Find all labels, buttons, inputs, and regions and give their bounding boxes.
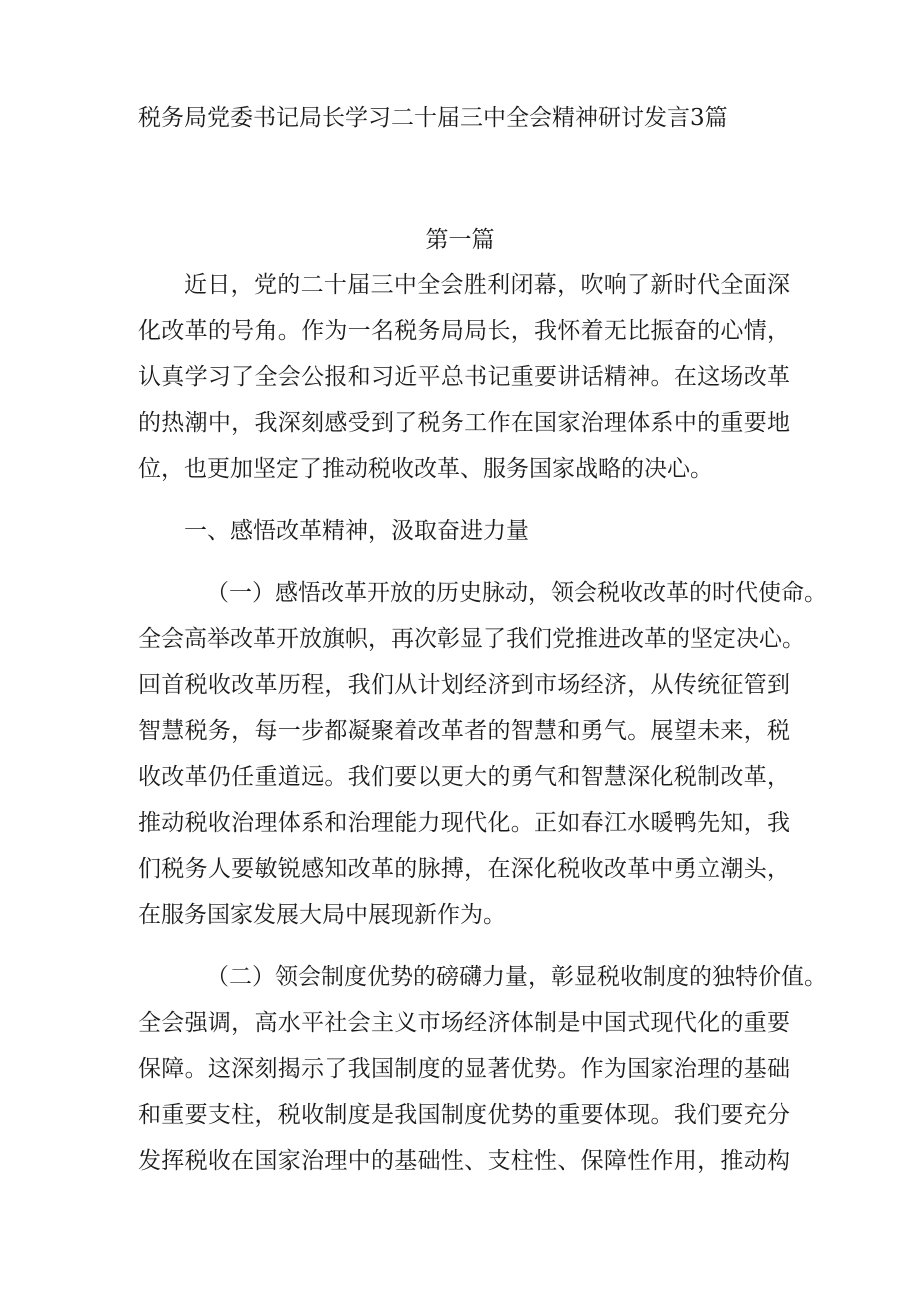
paragraph-line: 化改革的号角。作为一名税务局局长，我怀着无比振奋的心情，	[138, 318, 790, 344]
paragraph-line: 智慧税务，每一步都凝聚着改革者的智慧和勇气。展望未来，税	[138, 718, 790, 744]
document-title: 税务局党委书记局长学习二十届三中全会精神研讨发言3篇	[138, 105, 728, 131]
section-heading: 一、感悟改革精神，汲取奋进力量	[184, 518, 529, 544]
paragraph-line: 和重要支柱，税收制度是我国制度优势的重要体现。我们要充分	[138, 1102, 790, 1128]
paragraph-line: 回首税收改革历程，我们从计划经济到市场经济，从传统征管到	[138, 672, 790, 698]
paragraph-line: 全会强调，高水平社会主义市场经济体制是中国式现代化的重要	[138, 1010, 790, 1036]
paragraph-line: 发挥税收在国家治理中的基础性、支柱性、保障性作用，推动构	[138, 1148, 790, 1174]
heading-1	[138, 508, 790, 554]
paragraph-line: 认真学习了全会公报和习近平总书记重要讲话精神。在这场改革	[138, 364, 790, 390]
paragraph-line: 全会高举改革开放旗帜，再次彰显了我们党推进改革的坚定决心。	[138, 626, 805, 652]
paragraph-line: 保障。这深刻揭示了我国制度的显著优势。作为国家治理的基础	[138, 1056, 790, 1082]
section-title: 第一篇	[425, 227, 495, 253]
paragraph-line: 近日，党的二十届三中全会胜利闭幕，吹响了新时代全面深	[184, 272, 790, 298]
paragraph-line: （一）感悟改革开放的历史脉动，领会税收改革的时代使命。	[206, 580, 827, 606]
paragraph-line: 收改革仍任重道远。我们要以更大的勇气和智慧深化税制改革，	[138, 764, 790, 790]
paragraph-3	[138, 954, 827, 1184]
paragraph-line: 在服务国家发展大局中展现新作为。	[138, 902, 506, 928]
paragraph-line: 们税务人要敏锐感知改革的脉搏，在深化税收改革中勇立潮头，	[138, 856, 790, 882]
paragraph-1	[138, 262, 790, 492]
paragraph-line: 推动税收治理体系和治理能力现代化。正如春江水暖鸭先知，我	[138, 810, 790, 836]
paragraph-2	[138, 570, 827, 938]
document-body	[138, 262, 827, 1184]
paragraph-line: 的热潮中，我深刻感受到了税务工作在国家治理体系中的重要地	[138, 410, 790, 436]
paragraph-line: （二）领会制度优势的磅礴力量，彰显税收制度的独特价值。	[206, 964, 827, 990]
paragraph-line: 位，也更加坚定了推动税收改革、服务国家战略的决心。	[138, 456, 713, 482]
